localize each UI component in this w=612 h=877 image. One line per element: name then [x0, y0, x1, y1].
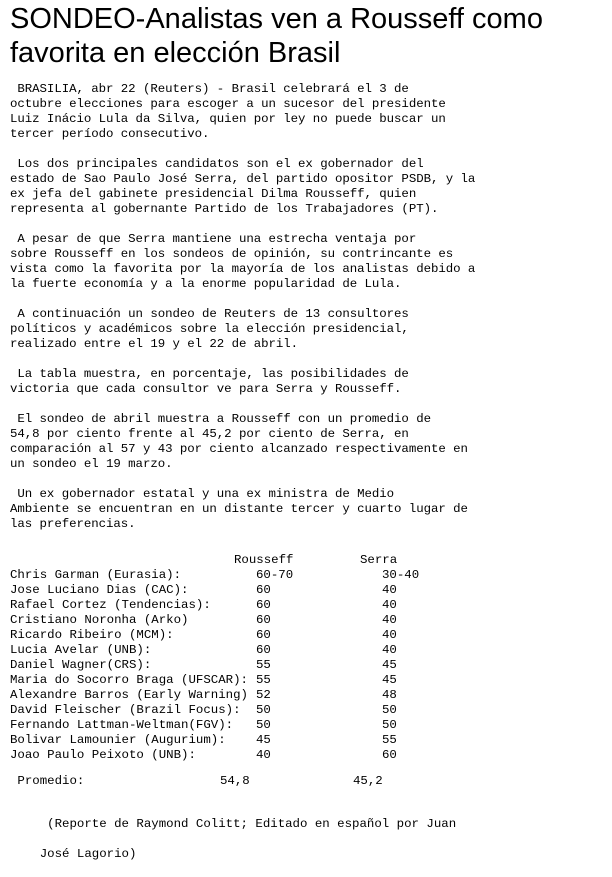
serra-value: 55 — [382, 733, 397, 747]
consultant-name: Lucia Avelar (UNB): — [10, 643, 152, 657]
consultant-name: Maria do Socorro Braga (UFSCAR): — [10, 673, 248, 687]
rousseff-value: 45 — [256, 733, 271, 747]
rousseff-value: 52 — [256, 688, 271, 702]
paragraph-line: representa al gobernante Partido de los Trabajadores (PT). — [10, 202, 439, 216]
paragraph-line: vista como la favorita por la mayoría de los analistas debido a — [10, 262, 476, 276]
table-row — [10, 688, 608, 703]
rousseff-value: 50 — [256, 718, 271, 732]
rousseff-value: 60 — [256, 643, 271, 657]
paragraph-line: sobre Rousseff en los sondeos de opinión, su contrincante es — [10, 247, 454, 261]
rousseff-value: 60 — [256, 598, 271, 612]
table-row — [10, 583, 608, 598]
headline-line-2: favorita en elección Brasil — [10, 37, 341, 69]
paragraph-line: realizado entre el 19 y el 22 de abril. — [10, 337, 299, 351]
consultant-name: Ricardo Ribeiro (MCM): — [10, 628, 174, 642]
serra-value: 45 — [382, 658, 397, 672]
paragraph — [10, 232, 608, 292]
serra-value: 50 — [382, 703, 397, 717]
table-row — [10, 568, 608, 583]
paragraph-line: comparación al 57 y 43 por ciento alcanzado respectivamente en — [10, 442, 468, 456]
table-row — [10, 613, 608, 628]
table-row — [10, 628, 608, 643]
paragraph-line: Un ex gobernador estatal y una ex ministra de Medio — [10, 487, 395, 501]
serra-value: 40 — [382, 643, 397, 657]
consultant-name: Joao Paulo Peixoto (UNB): — [10, 748, 196, 762]
table-header-row — [10, 553, 608, 568]
consultant-name: Jose Luciano Dias (CAC): — [10, 583, 189, 597]
paragraph — [10, 367, 608, 397]
rousseff-value: 40 — [256, 748, 271, 762]
paragraph-line: A continuación un sondeo de Reuters de 13 consultores — [10, 307, 409, 321]
serra-value: 40 — [382, 628, 397, 642]
serra-value: 40 — [382, 598, 397, 612]
header-serra: Serra — [360, 553, 398, 567]
rousseff-value: 60-70 — [256, 568, 294, 582]
consultant-name: Alexandre Barros (Early Warning) — [10, 688, 248, 702]
table-row — [10, 643, 608, 658]
credit-line-2: José Lagorio) — [39, 847, 137, 861]
serra-value: 40 — [382, 613, 397, 627]
table-row — [10, 748, 608, 763]
average-serra: 45,2 — [353, 774, 383, 788]
paragraph-line: Los dos principales candidatos son el ex gobernador del — [10, 157, 424, 171]
rousseff-value: 60 — [256, 613, 271, 627]
paragraph — [10, 82, 608, 142]
paragraph-line: BRASILIA, abr 22 (Reuters) - Brasil celebrará el 3 de — [10, 82, 409, 96]
paragraph-line: un sondeo el 19 marzo. — [10, 457, 173, 471]
credit-line — [10, 802, 608, 877]
paragraph-line: Luiz Inácio Lula da Silva, quien por ley no puede buscar un — [10, 112, 446, 126]
rousseff-value: 60 — [256, 628, 271, 642]
credit-line-1: (Reporte de Raymond Colitt; Editado en español por Juan — [39, 817, 457, 831]
article-body — [10, 82, 608, 547]
serra-value: 30-40 — [382, 568, 420, 582]
paragraph-line: La tabla muestra, en porcentaje, las posibilidades de — [10, 367, 409, 381]
paragraph-line: Ambiente se encuentran en un distante tercer y cuarto lugar de — [10, 502, 468, 516]
paragraph-line: ex jefa del gabinete presidencial Dilma Rousseff, quien — [10, 187, 417, 201]
consultant-name: Rafael Cortez (Tendencias): — [10, 598, 211, 612]
consultant-name: Cristiano Noronha (Arko) — [10, 613, 189, 627]
average-rousseff: 54,8 — [220, 774, 250, 788]
paragraph-line: las preferencias. — [10, 517, 136, 531]
paragraph — [10, 307, 608, 352]
paragraph-line: estado de Sao Paulo José Serra, del partido opositor PSDB, y la — [10, 172, 476, 186]
paragraph-line: octubre elecciones para escoger a un sucesor del presidente — [10, 97, 446, 111]
rousseff-value: 55 — [256, 658, 271, 672]
consultant-name: David Fleischer (Brazil Focus): — [10, 703, 241, 717]
table-row — [10, 733, 608, 748]
paragraph-line: tercer período consecutivo. — [10, 127, 210, 141]
paragraph — [10, 487, 608, 532]
paragraph-line: políticos y académicos sobre la elección presidencial, — [10, 322, 409, 336]
paragraph-line: A pesar de que Serra mantiene una estrecha ventaja por — [10, 232, 417, 246]
consultant-name: Daniel Wagner(CRS): — [10, 658, 152, 672]
serra-value: 48 — [382, 688, 397, 702]
table-row — [10, 718, 608, 733]
average-label: Promedio: — [10, 774, 85, 788]
paragraph-line: 54,8 por ciento frente al 45,2 por ciento de Serra, en — [10, 427, 409, 441]
header-rousseff: Rousseff — [234, 553, 294, 567]
paragraph — [10, 157, 608, 217]
headline — [10, 2, 608, 70]
paragraph — [10, 412, 608, 472]
table-row — [10, 673, 608, 688]
serra-value: 60 — [382, 748, 397, 762]
serra-value: 40 — [382, 583, 397, 597]
paragraph-line: El sondeo de abril muestra a Rousseff con un promedio de — [10, 412, 431, 426]
average-row — [10, 774, 608, 789]
consultant-name: Bolivar Lamounier (Augurium): — [10, 733, 226, 747]
rousseff-value: 60 — [256, 583, 271, 597]
rousseff-value: 50 — [256, 703, 271, 717]
table-row — [10, 703, 608, 718]
serra-value: 50 — [382, 718, 397, 732]
table-row — [10, 658, 608, 673]
rousseff-value: 55 — [256, 673, 271, 687]
consultant-name: Fernando Lattman-Weltman(FGV): — [10, 718, 234, 732]
table-row — [10, 598, 608, 613]
poll-table — [10, 553, 608, 763]
consultant-name: Chris Garman (Eurasia): — [10, 568, 182, 582]
serra-value: 45 — [382, 673, 397, 687]
headline-line-1: SONDEO-Analistas ven a Rousseff como — [10, 3, 543, 35]
paragraph-line: la fuerte economía y a la enorme popularidad de Lula. — [10, 277, 402, 291]
paragraph-line: victoria que cada consultor ve para Serra y Rousseff. — [10, 382, 402, 396]
